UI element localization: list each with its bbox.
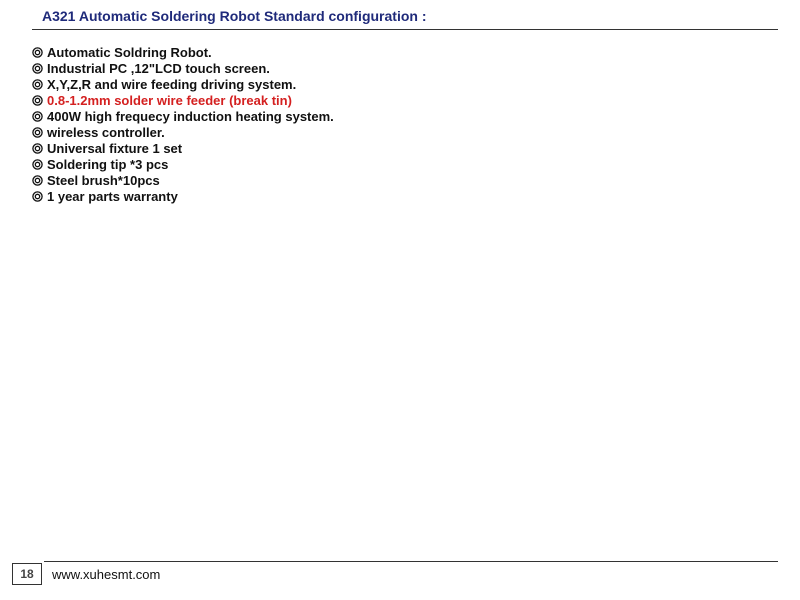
- list-item-text: Automatic Soldring Robot.: [47, 44, 212, 60]
- list-item-text: 0.8-1.2mm solder wire feeder (break tin): [47, 92, 292, 108]
- list-item: [32, 44, 334, 60]
- page-title: A321 Automatic Soldering Robot Standard configuration :: [42, 8, 427, 24]
- page-number: 18: [12, 563, 42, 585]
- list-item-text: 1 year parts warranty: [47, 188, 178, 204]
- list-item: [32, 156, 334, 172]
- double-circle-icon: [32, 111, 43, 122]
- double-circle-icon: [32, 79, 43, 90]
- double-circle-icon: [32, 95, 43, 106]
- double-circle-icon: [32, 175, 43, 186]
- list-item-text: 400W high frequecy induction heating system.: [47, 108, 334, 124]
- list-item: [32, 124, 334, 140]
- list-item-text: Universal fixture 1 set: [47, 140, 183, 156]
- footer-divider: [44, 561, 778, 562]
- configuration-list: [32, 44, 334, 204]
- double-circle-icon: [32, 191, 43, 202]
- list-item-text: wireless controller.: [47, 124, 165, 140]
- list-item: [32, 140, 334, 156]
- list-item: [32, 188, 334, 204]
- website-url: www.xuhesmt.com: [52, 567, 161, 582]
- list-item: [32, 92, 334, 108]
- list-item: [32, 108, 334, 124]
- double-circle-icon: [32, 143, 43, 154]
- double-circle-icon: [32, 63, 43, 74]
- list-item-text: Soldering tip *3 pcs: [47, 156, 169, 172]
- list-item: [32, 76, 334, 92]
- double-circle-icon: [32, 47, 43, 58]
- list-item-text: X,Y,Z,R and wire feeding driving system.: [47, 76, 297, 92]
- double-circle-icon: [32, 127, 43, 138]
- list-item: [32, 172, 334, 188]
- list-item-text: Steel brush*10pcs: [47, 172, 160, 188]
- list-item-text: Industrial PC ,12"LCD touch screen.: [47, 60, 270, 76]
- double-circle-icon: [32, 159, 43, 170]
- list-item: [32, 60, 334, 76]
- title-divider: [32, 29, 778, 30]
